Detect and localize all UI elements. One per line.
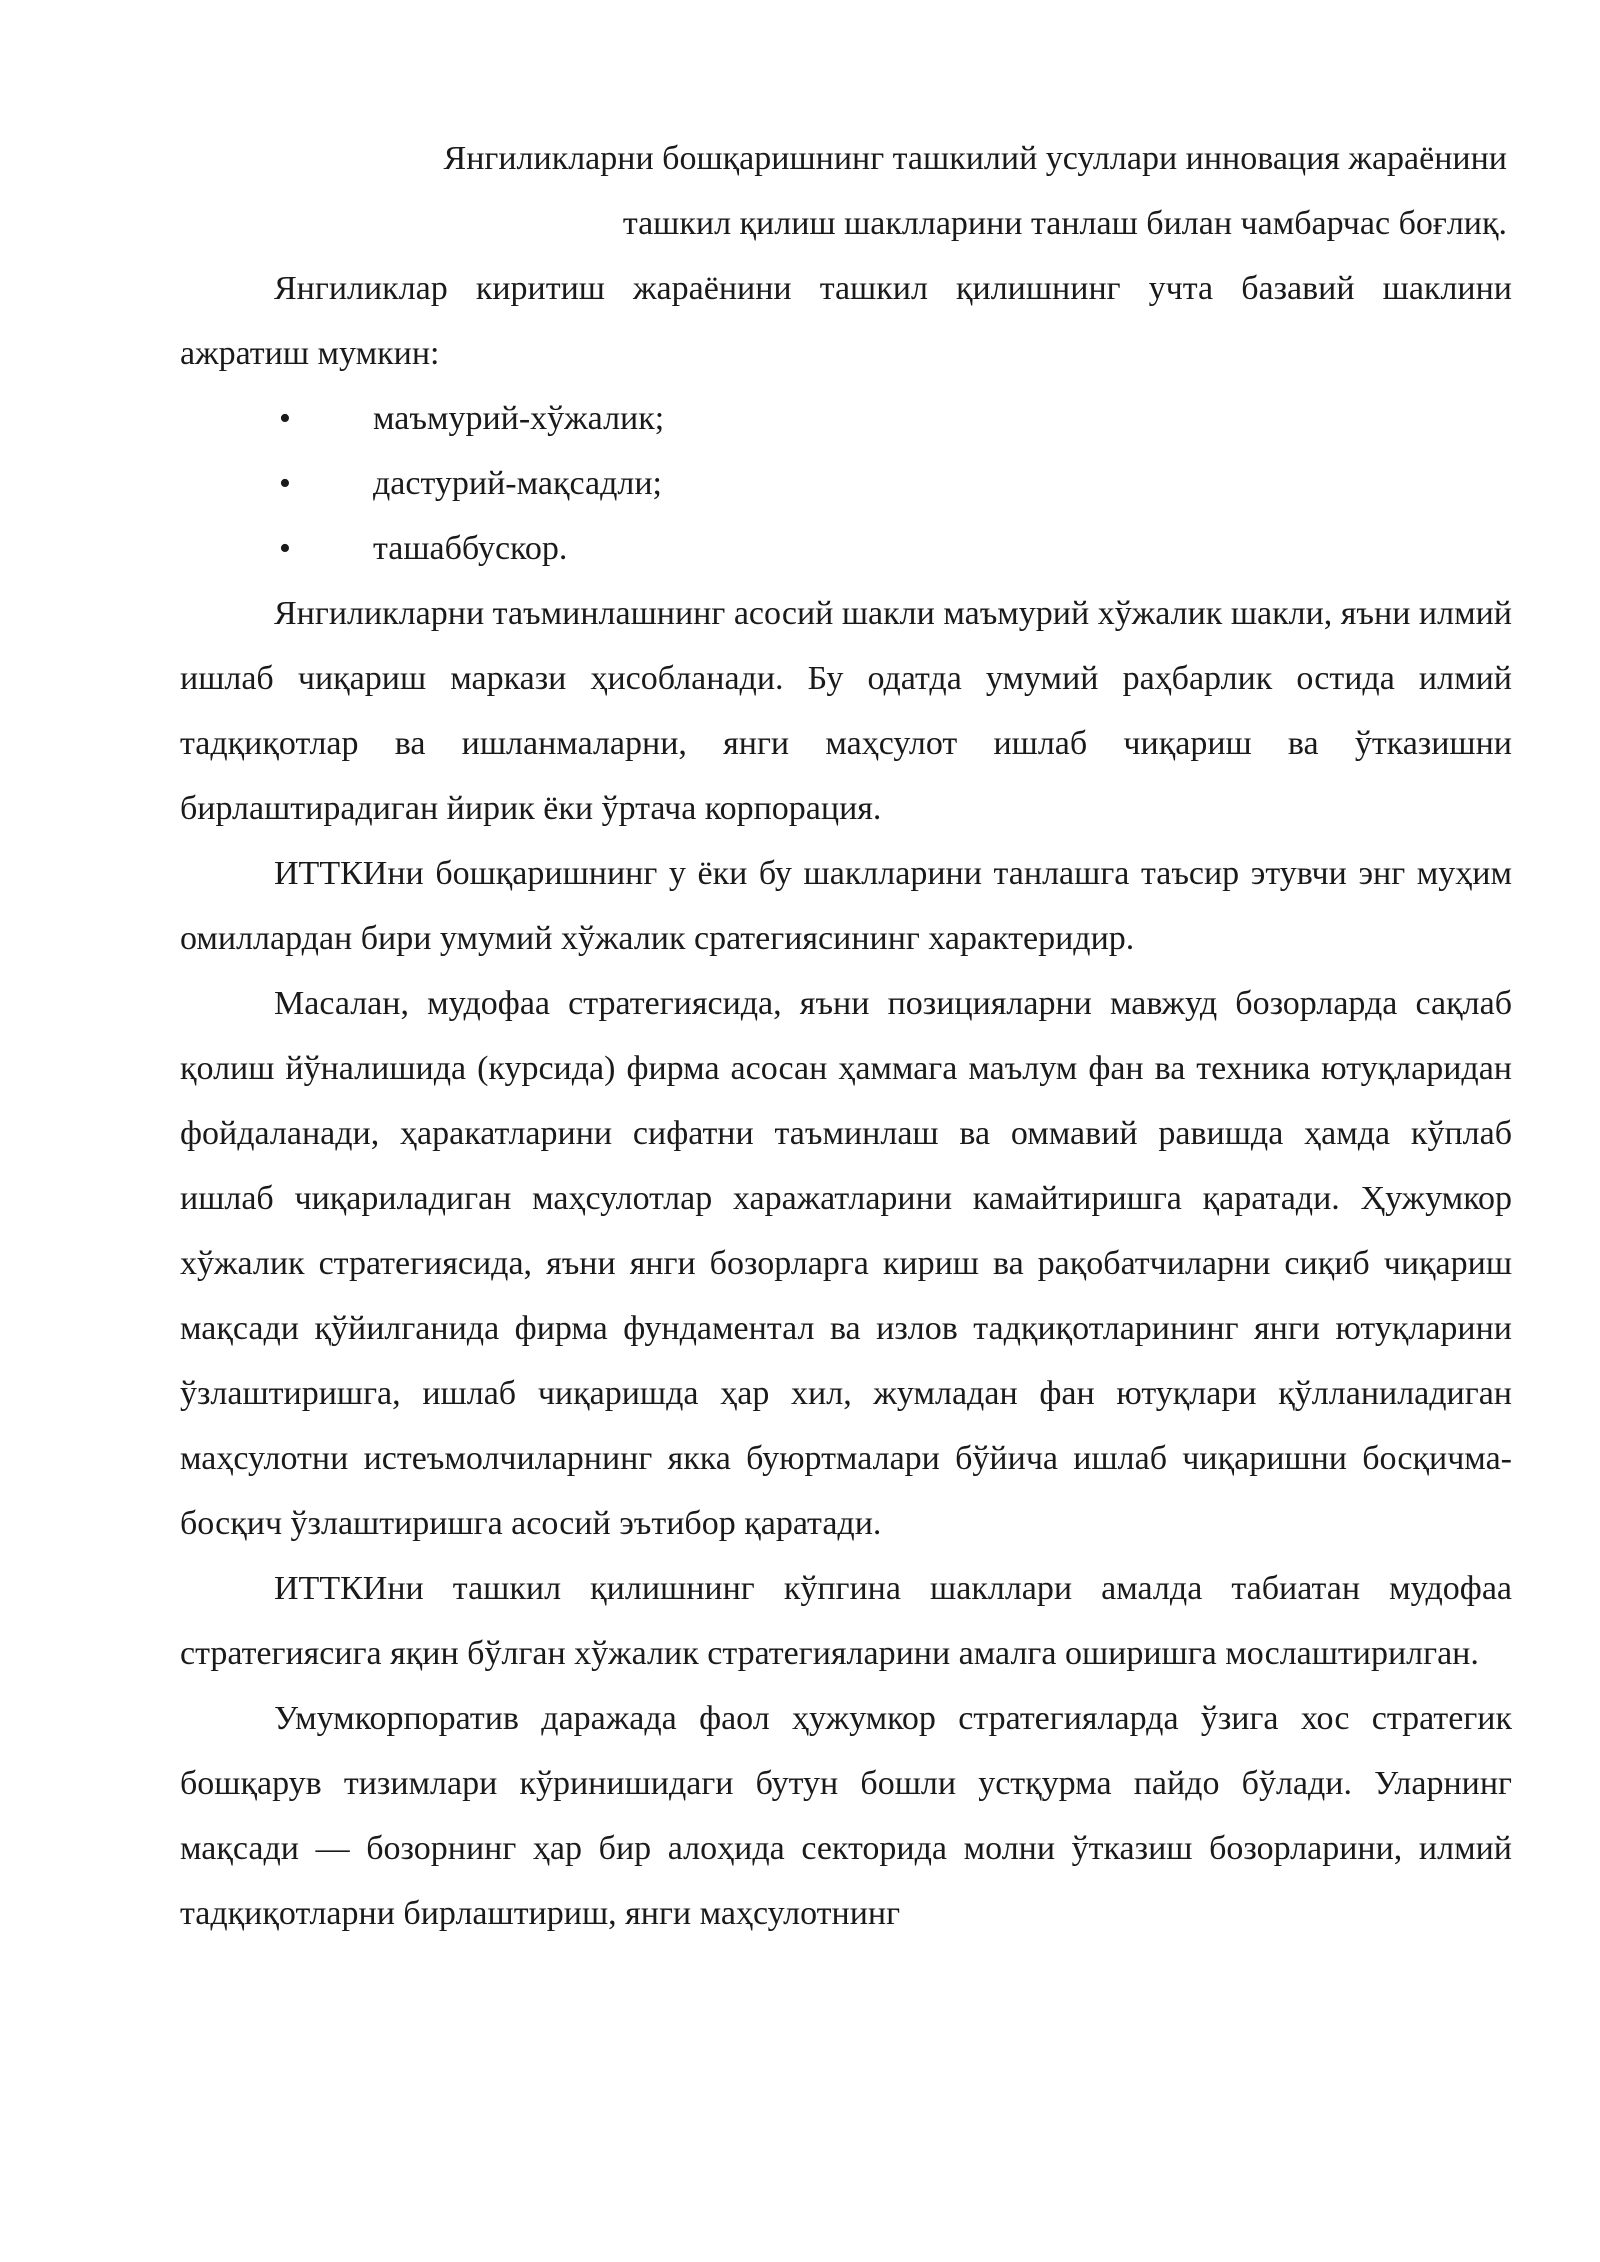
heading-line-1: Янгиликларни бошқаришнинг ташкилий усуллари инновация жараёнини [443, 140, 1507, 177]
list-item-text: дастурий-мақсадли; [373, 465, 662, 502]
bullet-list [180, 386, 1512, 581]
paragraph: Умумкорпоратив даражада фаол ҳужумкор стратегияларда ўзига хос стратегик бошқарув тизимлари кўринишидаги бутун бошли устқурма пайдо бўлади. Уларнинг мақсади — бозорнинг ҳар бир алоҳида секторида молни ўтказиш бозорларини, илмий тадқиқотларни бирлаштириш, янги маҳсулотнинг [180, 1700, 1512, 1932]
intro-paragraph: Янгиликлар киритиш жараёнини ташкил қилишнинг учта базавий шаклини ажратиш мумкин: [180, 270, 1512, 372]
bullet-marker: • [279, 530, 291, 567]
paragraph: Янгиликларни таъминлашнинг асосий шакли маъмурий хўжалик шакли, яъни илмий ишлаб чиқариш маркази ҳисобланади. Бу одатда умумий раҳбарлик остида илмий тадқиқотлар ва ишланмаларни, янги маҳсулот ишлаб чиқариш ва ўтказишни бирлаштирадиган йирик ёки ўртача корпорация. [180, 595, 1512, 827]
list-item-text: маъмурий-хўжалик; [373, 400, 665, 437]
paragraph: Масалан, мудофаа стратегиясида, яъни позицияларни мавжуд бозорларда сақлаб қолиш йўналишида (курсида) фирма асосан ҳаммага маълум фан ва техника ютуқларидан фойдаланади, ҳаракатларини сифатни таъминлаш ва оммавий равишда ҳамда кўплаб ишлаб чиқариладиган маҳсулотлар харажатларини камайтиришга қаратади. Ҳужумкор хўжалик стратегиясида, яъни янги бозорларга кириш ва рақобатчиларни сиқиб чиқариш мақсади қўйилганида фирма фундаментал ва излов тадқиқотларининг янги ютуқларини ўзлаштиришга, ишлаб чиқаришда ҳар хил, жумладан фан ютуқлари қўлланиладиган маҳсулотни истеъмолчиларнинг якка буюртмалари бўйича ишлаб чиқаришни босқичма-босқич ўзлаштиришга асосий эътибор қаратади. [180, 985, 1512, 1542]
list-item [180, 386, 1512, 451]
paragraph: ИТТКИни бошқаришнинг у ёки бу шаклларини танлашга таъсир этувчи энг муҳим омиллардан бири умумий хўжалик сратегиясининг характеридир. [180, 855, 1512, 957]
bullet-marker: • [279, 400, 291, 437]
list-item [180, 516, 1512, 581]
paragraph: ИТТКИни ташкил қилишнинг кўпгина шакллари амалда табиатан мудофаа стратегиясига яқин бўлган хўжалик стратегияларини амалга оширишга мослаштирилган. [180, 1570, 1512, 1672]
list-item [180, 451, 1512, 516]
heading-line-2: ташкил қилиш шаклларини танлаш билан чамбарчас боғлиқ. [622, 205, 1507, 242]
document-body [180, 126, 1512, 1946]
bullet-marker: • [279, 465, 291, 502]
heading [180, 126, 1512, 256]
list-item-text: ташаббускор. [373, 530, 568, 567]
